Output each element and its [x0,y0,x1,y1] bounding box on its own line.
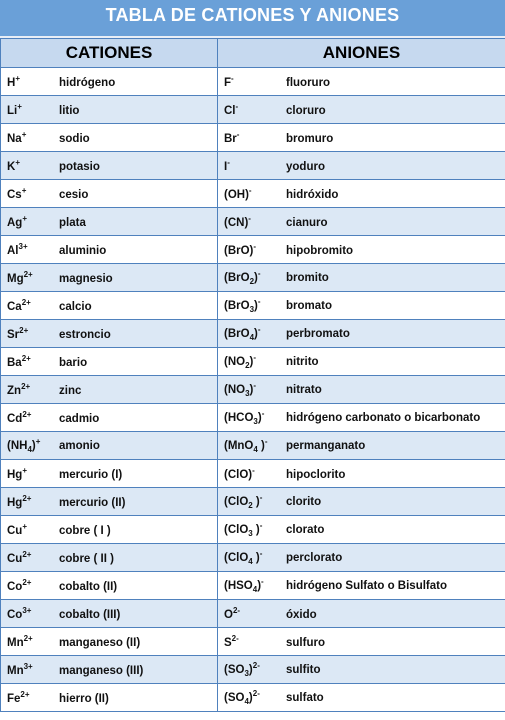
table-row [1,404,505,432]
anion-cell [218,516,505,544]
table-row [1,180,505,208]
ion-formula: H [7,76,16,89]
ion-formula: Hg [7,496,23,509]
ion-name: cobalto (III) [59,608,121,621]
ion-charge: 2- [231,634,239,644]
ion-symbol [7,634,59,649]
ion-formula: (BrO [224,299,250,312]
ion-charge: + [17,102,22,112]
ion-formula-end: ) [254,299,258,312]
ion-charge: - [257,268,261,278]
ion-name: permanganato [286,439,366,452]
ion-formula: (CN) [224,216,249,229]
ion-charge: - [257,324,261,334]
ion-name: hidrógeno Sulfato o Bisulfato [286,579,447,592]
ion-subscript: 3 [248,529,253,539]
ion-symbol [224,521,286,538]
ion-symbol [224,186,286,201]
ion-charge: + [22,214,28,224]
cation-cell [1,124,218,152]
ion-symbol [7,382,59,397]
ion-charge: - [253,242,257,252]
ion-formula: O [224,608,233,621]
ion-symbol [7,662,59,677]
ion-formula: Br [224,132,237,145]
ion-formula: Ag [7,216,23,229]
ion-charge: - [236,130,240,140]
anion-cell [218,684,505,712]
cation-cell [1,236,218,264]
ion-name: mercurio (I) [59,468,123,481]
ion-formula-end: ) [252,551,260,564]
ion-formula: Sr [7,328,20,341]
anion-cell [218,264,505,292]
ion-subscript: 2 [248,501,253,511]
ion-charge: 2+ [21,382,31,392]
ion-symbol [224,158,286,173]
anion-cell [218,152,505,180]
ion-symbol [7,74,59,89]
ion-formula: S [224,636,232,649]
ion-name: óxido [286,608,317,621]
anion-cell [218,628,505,656]
cation-cell [1,68,218,96]
ion-formula: (BrO [224,271,250,284]
table-row [1,320,505,348]
ion-formula: Hg [7,468,23,481]
anion-cell [218,180,505,208]
ion-symbol [224,102,286,117]
ion-symbol [224,325,286,342]
anion-cell [218,320,505,348]
table-row [1,544,505,572]
ion-name: hidrógeno carbonato o bicarbonato [286,411,481,424]
ion-charge: - [261,576,264,586]
ion-charge: - [259,520,263,530]
ion-subscript: 3 [253,417,258,427]
ion-subscript: 3 [244,669,249,679]
ion-formula-end: ) [257,579,262,592]
ion-name: nitrato [286,383,322,396]
cation-cell [1,404,218,432]
ion-charge: + [22,466,28,476]
ion-formula-end: ) [252,523,260,536]
table-row [1,292,505,320]
ion-subscript: 4 [253,445,258,455]
ion-subscript: 4 [248,557,253,567]
ion-symbol [224,689,286,706]
ion-subscript: 3 [245,389,250,399]
ion-name: litio [59,104,80,117]
ion-charge: - [227,158,230,168]
ion-formula: (OH) [224,188,249,201]
ion-name: perbromato [286,327,350,340]
ion-symbol [7,270,59,285]
ion-formula: F [224,76,232,89]
ion-symbol [224,493,286,510]
ion-formula: (HCO [224,411,254,424]
ion-charge: + [21,186,27,196]
ion-formula: Zn [7,384,22,397]
ion-formula-end: ) [257,439,265,452]
ion-formula: K [7,160,16,173]
table-row [1,68,505,96]
ion-name: hidrógeno [59,76,116,89]
anion-cell [218,292,505,320]
ion-formula-end: ) [249,383,254,396]
ion-formula: Na [7,132,22,145]
ion-subscript: 3 [249,305,255,315]
ion-formula: Mg [7,272,24,285]
ion-charge: 2+ [20,690,30,700]
ion-symbol [224,242,286,257]
ion-symbol [224,549,286,566]
ion-table [0,38,505,712]
table-row [1,432,505,460]
ion-charge: 2- [252,688,260,698]
cation-cell [1,684,218,712]
table-row [1,488,505,516]
table-row [1,264,505,292]
table-row [1,236,505,264]
ion-charge: 2- [252,660,260,670]
ion-charge: + [22,522,28,532]
ion-symbol [224,214,286,229]
ion-symbol [7,410,59,425]
table-row [1,348,505,376]
ion-formula-end: ) [249,355,254,368]
ion-charge: + [21,130,27,140]
ion-symbol [7,186,59,201]
ion-name: yoduro [286,160,325,173]
ion-formula: Cd [7,412,23,425]
ion-formula: Fe [7,692,21,705]
table-row [1,628,505,656]
ion-formula: (ClO [224,495,249,508]
ion-formula: Ba [7,356,22,369]
ion-charge: - [259,492,263,502]
cation-cell [1,432,218,460]
ion-formula: Co [7,580,23,593]
ion-symbol [224,466,286,481]
ion-charge: - [259,548,263,558]
ion-name: bario [59,356,88,369]
anion-cell [218,572,505,600]
ion-name: cesio [59,188,89,201]
ion-name: hierro (II) [59,692,109,705]
ion-formula: Cl [224,104,236,117]
ion-name: sulfuro [286,636,325,649]
ion-formula: I [224,160,228,173]
ion-name: bromito [286,271,329,284]
ion-formula: Mn [7,636,24,649]
ion-symbol [7,466,59,481]
anion-cell [218,404,505,432]
anion-cell [218,96,505,124]
ion-name: hipoclorito [286,468,346,481]
cation-cell [1,376,218,404]
ion-symbol [7,522,59,537]
ion-name: cianuro [286,216,328,229]
ion-symbol [7,158,59,173]
ion-formula: Ca [7,300,22,313]
ion-charge: 3+ [18,242,28,252]
ion-name: hidróxido [286,188,339,201]
ion-name: hipobromito [286,244,354,257]
ion-symbol [7,690,59,705]
ion-name: clorito [286,495,322,508]
ion-name: sulfito [286,663,321,676]
ion-formula: Li [7,104,18,117]
ion-charge: - [248,214,251,224]
ion-symbol [7,130,59,145]
cation-cell [1,208,218,236]
ion-formula: Mn [7,664,24,677]
ion-name: cobre ( II ) [59,552,114,565]
anions-header: ANIONES [218,39,505,68]
ion-charge: 2+ [22,494,32,504]
cation-cell [1,264,218,292]
ion-formula: (ClO) [224,468,253,481]
cation-cell [1,320,218,348]
ion-formula: (NO [224,355,246,368]
ion-formula: (SO [224,663,245,676]
cation-cell [1,628,218,656]
ion-formula: (NO [224,383,246,396]
ion-charge: - [252,466,255,476]
ion-name: cobre ( I ) [59,524,111,537]
ion-symbol [224,353,286,370]
ion-charge: + [35,436,41,446]
ion-formula-end: ) [248,691,253,704]
ion-charge: 3+ [22,606,32,616]
ion-name: zinc [59,384,82,397]
table-row [1,96,505,124]
table-row [1,684,505,712]
ion-name: manganeso (II) [59,636,141,649]
anion-cell [218,600,505,628]
cation-cell [1,180,218,208]
ion-symbol [7,578,59,593]
ion-name: sodio [59,132,90,145]
ion-name: cloruro [286,104,326,117]
cation-cell [1,152,218,180]
ion-formula: (NH [7,439,28,452]
ion-formula-end: ) [31,439,36,452]
ion-symbol [224,74,286,89]
ion-name: cobalto (II) [59,580,118,593]
table-row [1,656,505,684]
anion-cell [218,208,505,236]
ion-name: magnesio [59,272,113,285]
cation-cell [1,600,218,628]
ion-name: cadmio [59,412,100,425]
table-row [1,376,505,404]
ion-symbol [7,354,59,369]
ion-formula: (ClO [224,523,249,536]
ion-formula: (MnO [224,439,254,452]
ion-formula: (ClO [224,551,249,564]
ion-formula-end: ) [252,495,260,508]
ion-formula: (HSO [224,579,253,592]
ion-charge: 2+ [22,578,32,588]
ion-name: bromuro [286,132,334,145]
cation-cell [1,348,218,376]
cation-cell [1,572,218,600]
ion-symbol [224,409,286,426]
ion-symbol [224,130,286,145]
ion-name: mercurio (II) [59,496,126,509]
ion-name: plata [59,216,86,229]
anion-cell [218,124,505,152]
ion-symbol [224,269,286,286]
ion-formula: Cu [7,524,23,537]
ion-subscript: 4 [252,585,258,595]
table-row [1,600,505,628]
ion-name: bromato [286,299,332,312]
ion-name: nitrito [286,355,319,368]
table-row [1,460,505,488]
ion-formula-end: ) [248,663,253,676]
anion-cell [218,432,505,460]
ion-charge: 2+ [22,550,32,560]
anion-cell [218,544,505,572]
ion-charge: 2+ [23,634,33,644]
ion-charge: 2+ [19,326,29,336]
ion-charge: - [248,186,252,196]
ion-symbol [7,494,59,509]
ion-symbol [224,661,286,678]
ion-formula-end: ) [254,271,258,284]
ion-name: manganeso (III) [59,664,144,677]
ion-formula: Cs [7,188,22,201]
table-row [1,124,505,152]
ion-charge: - [235,102,239,112]
cation-cell [1,544,218,572]
cation-cell [1,96,218,124]
ion-formula: (BrO [224,327,250,340]
cation-cell [1,488,218,516]
ion-subscript: 4 [249,333,255,343]
cation-cell [1,460,218,488]
ion-name: calcio [59,300,92,313]
anion-cell [218,488,505,516]
cation-cell [1,516,218,544]
ion-name: clorato [286,523,325,536]
table-row [1,572,505,600]
ion-symbol [224,381,286,398]
ion-charge: - [261,408,265,418]
ion-charge: - [257,296,261,306]
ion-charge: 3+ [23,662,33,672]
page-title: TABLA DE CATIONES Y ANIONES [0,0,505,38]
ion-charge: - [253,380,257,390]
ion-charge: - [264,436,268,446]
ion-symbol [7,298,59,313]
ion-formula: Al [7,244,19,257]
ion-charge: 2- [232,606,241,616]
ion-symbol [7,550,59,565]
ion-name: aluminio [59,244,107,257]
ion-symbol [224,606,286,621]
table-row [1,516,505,544]
anion-cell [218,68,505,96]
ion-name: estroncio [59,328,111,341]
cation-cell [1,656,218,684]
ion-formula: (SO [224,691,245,704]
ion-symbol [7,326,59,341]
ion-symbol [7,102,59,117]
cations-header: CATIONES [1,39,218,68]
ion-charge: 2+ [23,270,33,280]
ion-symbol [7,242,59,257]
ion-symbol [224,437,286,454]
ion-symbol [7,214,59,229]
ion-charge: 2+ [22,410,32,420]
ion-charge: - [231,74,234,84]
ion-name: potasio [59,160,100,173]
ion-charge: + [15,74,20,84]
ion-formula: (BrO) [224,244,254,257]
ion-charge: 2+ [21,298,31,308]
ion-charge: 2+ [21,354,31,364]
cation-cell [1,292,218,320]
anion-cell [218,376,505,404]
ion-formula: Co [7,608,23,621]
anion-cell [218,236,505,264]
ion-name: fluoruro [286,76,331,89]
ion-symbol [224,577,286,594]
ion-name: sulfato [286,691,324,704]
ion-subscript: 4 [27,445,32,455]
table-row [1,152,505,180]
ion-formula-end: ) [254,327,258,340]
anion-cell [218,460,505,488]
ion-symbol [224,634,286,649]
table-header-row [1,39,505,68]
ion-symbol [7,437,59,454]
ion-symbol [7,606,59,621]
ion-charge: + [15,158,20,168]
ion-name: amonio [59,439,100,452]
table-row [1,208,505,236]
ion-charge: - [253,352,257,362]
ion-subscript: 4 [244,697,249,707]
ion-formula: Cu [7,552,23,565]
ion-subscript: 2 [249,277,255,287]
anion-cell [218,348,505,376]
ion-formula-end: ) [257,411,262,424]
ion-symbol [224,297,286,314]
ion-name: perclorato [286,551,343,564]
anion-cell [218,656,505,684]
ion-subscript: 2 [245,361,250,371]
